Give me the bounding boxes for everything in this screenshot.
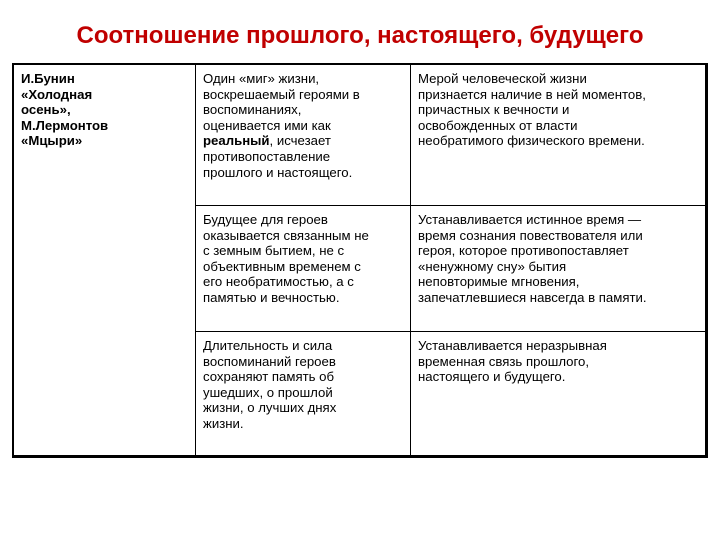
text-line: воспоминаний героев — [203, 353, 336, 369]
text-line: настоящего и будущего. — [418, 369, 566, 385]
text-line: жизни. — [203, 415, 244, 431]
comparison-table — [13, 64, 706, 456]
author-line: «Мцыри» — [21, 133, 83, 149]
text-line: временная связь прошлого, — [418, 353, 590, 369]
authors-cell — [14, 65, 196, 456]
text-line: Мерой человеческой жизни — [418, 71, 587, 86]
text-line: оказывается связанным не — [203, 227, 369, 243]
text-line: памятью и вечностью. — [203, 289, 340, 305]
row3-connection-cell — [411, 332, 706, 456]
text-line: Один «миг» жизни, — [203, 71, 320, 86]
text-line: прошлого и настоящего. — [203, 164, 353, 180]
text-line: Устанавливается истинное время — — [418, 212, 642, 227]
row2-time-cell — [411, 206, 706, 332]
text-line: сохраняют память об — [203, 369, 335, 385]
text-line: признается наличие в ней моментов, — [418, 86, 646, 102]
text-fragment: , исчезает — [269, 133, 331, 149]
author-line: М.Лермонтов — [21, 117, 109, 133]
text-line: неповторимые мгновения, — [418, 274, 580, 290]
text-line: ушедших, о прошлой — [203, 384, 333, 400]
text-line: Будущее для героев — [203, 212, 328, 227]
table-row — [14, 65, 706, 206]
row1-measure-cell — [411, 65, 706, 206]
text-line: Длительность и сила — [203, 338, 333, 353]
text-line: жизни, о лучших днях — [203, 400, 337, 416]
author-line: осень», — [21, 102, 71, 118]
text-line: время сознания повествователя или — [418, 227, 643, 243]
author-line: И.Бунин — [21, 71, 75, 86]
text-line: объективным временем с — [203, 258, 361, 274]
text-line: запечатлевшиеся навсегда в памяти. — [418, 289, 647, 305]
text-line: «ненужному сну» бытия — [418, 258, 567, 274]
row2-future-cell — [196, 206, 411, 332]
text-line: оценивается ими как — [203, 117, 331, 133]
text-line: освобожденных от власти — [418, 117, 578, 133]
text-line: Устанавливается неразрывная — [418, 338, 607, 353]
text-line: необратимого физического времени. — [418, 133, 645, 149]
text-line: противопоставление — [203, 148, 331, 164]
author-line: «Холодная — [21, 86, 93, 102]
text-line: его необратимостью, а с — [203, 274, 354, 290]
row3-memory-cell — [196, 332, 411, 456]
text-line: воскрешаемый героями в — [203, 86, 360, 102]
bold-word: реальный — [203, 133, 270, 149]
text-line: героя, которое противопоставляет — [418, 243, 629, 259]
text-line — [203, 133, 404, 149]
text-line: воспоминаниях, — [203, 102, 302, 118]
row1-present-cell — [196, 65, 411, 206]
text-line: с земным бытием, не с — [203, 243, 345, 259]
page-title: Соотношение прошлого, настоящего, будущего — [76, 22, 644, 49]
text-line: причастных к вечности и — [418, 102, 570, 118]
